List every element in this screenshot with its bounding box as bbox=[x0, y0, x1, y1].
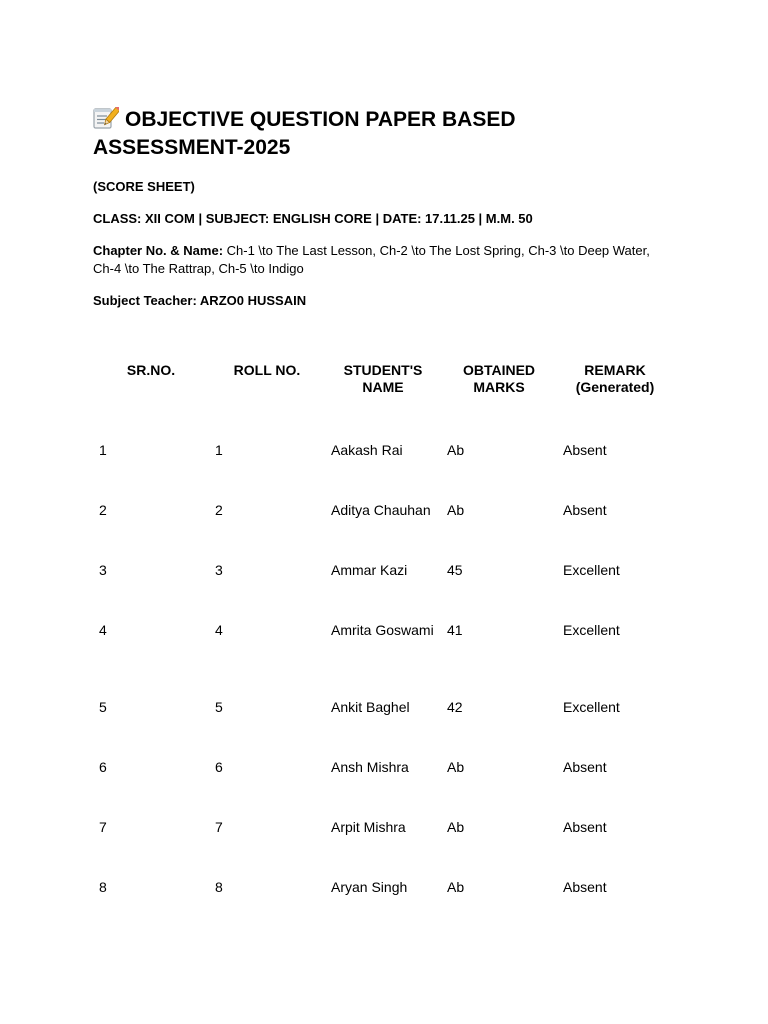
chapter-value: Ch-1 \to The Last Lesson, Ch-2 \to The Lost Spring, Ch-3 \to Deep Water, Ch-4 \to The Rattrap, Ch-5 \to Indigo bbox=[93, 243, 650, 276]
cell-obtained-marks: 45 bbox=[447, 562, 463, 578]
page-title-text: OBJECTIVE QUESTION PAPER BASED ASSESSMENT-2025 bbox=[93, 108, 516, 159]
table-row bbox=[93, 542, 673, 602]
header-sr-no: SR.NO. bbox=[126, 362, 176, 378]
cell-student-name: Aakash Rai bbox=[331, 442, 403, 458]
cell-student-name: Amrita Goswami bbox=[331, 622, 434, 638]
header-student-name: STUDENT'S NAME bbox=[343, 362, 423, 395]
cell-student-name: Ansh Mishra bbox=[331, 759, 409, 775]
cell-sr-no: 3 bbox=[99, 562, 107, 578]
cell-roll-no: 3 bbox=[215, 562, 223, 578]
cell-roll-no: 7 bbox=[215, 819, 223, 835]
cell-roll-no: 1 bbox=[215, 442, 223, 458]
cell-obtained-marks: 41 bbox=[447, 622, 463, 638]
table-row bbox=[93, 679, 673, 739]
cell-sr-no: 4 bbox=[99, 622, 107, 638]
cell-sr-no: 7 bbox=[99, 819, 107, 835]
chapter-list bbox=[93, 242, 673, 278]
cell-obtained-marks: Ab bbox=[447, 502, 465, 518]
cell-student-name: Aryan Singh bbox=[331, 879, 408, 895]
chapter-label: Chapter No. & Name: bbox=[93, 243, 224, 258]
cell-obtained-marks: 42 bbox=[447, 699, 463, 715]
cell-remark: Absent bbox=[563, 502, 607, 518]
subject-teacher: Subject Teacher: ARZO0 HUSSAIN bbox=[93, 293, 307, 308]
cell-student-name: Ammar Kazi bbox=[331, 562, 408, 578]
cell-remark: Absent bbox=[563, 759, 607, 775]
score-sheet-header bbox=[93, 106, 683, 310]
table-row bbox=[93, 739, 673, 799]
cell-student-name: Arpit Mishra bbox=[331, 819, 406, 835]
table-row bbox=[93, 422, 673, 482]
cell-remark: Excellent bbox=[563, 622, 620, 638]
header-obtained-marks: OBTAINED MARKS bbox=[462, 362, 536, 395]
cell-sr-no: 6 bbox=[99, 759, 107, 775]
page-title bbox=[93, 106, 613, 162]
cell-obtained-marks: Ab bbox=[447, 819, 465, 835]
score-table bbox=[93, 362, 673, 919]
cell-roll-no: 5 bbox=[215, 699, 223, 715]
header-roll-no: ROLL NO. bbox=[233, 362, 301, 378]
cell-obtained-marks: Ab bbox=[447, 879, 465, 895]
cell-obtained-marks: Ab bbox=[447, 442, 465, 458]
cell-obtained-marks: Ab bbox=[447, 759, 465, 775]
cell-remark: Absent bbox=[563, 879, 607, 895]
cell-sr-no: 8 bbox=[99, 879, 107, 895]
class-subject-date-line: CLASS: XII COM | SUBJECT: ENGLISH CORE | DATE: 17.11.25 | M.M. 50 bbox=[93, 211, 533, 226]
cell-roll-no: 8 bbox=[215, 879, 223, 895]
cell-roll-no: 6 bbox=[215, 759, 223, 775]
cell-remark: Excellent bbox=[563, 699, 620, 715]
memo-icon bbox=[93, 107, 119, 129]
table-row bbox=[93, 482, 673, 542]
cell-student-name: Aditya Chauhan bbox=[331, 502, 431, 518]
cell-sr-no: 2 bbox=[99, 502, 107, 518]
table-row bbox=[93, 799, 673, 859]
cell-sr-no: 1 bbox=[99, 442, 107, 458]
cell-roll-no: 4 bbox=[215, 622, 223, 638]
cell-remark: Absent bbox=[563, 442, 607, 458]
cell-remark: Absent bbox=[563, 819, 607, 835]
table-row bbox=[93, 859, 673, 919]
header-remark: REMARK (Generated) bbox=[575, 362, 655, 395]
score-sheet-subtitle: (SCORE SHEET) bbox=[93, 179, 195, 194]
cell-student-name: Ankit Baghel bbox=[331, 699, 410, 715]
cell-sr-no: 5 bbox=[99, 699, 107, 715]
table-header-row bbox=[93, 362, 673, 422]
cell-roll-no: 2 bbox=[215, 502, 223, 518]
cell-remark: Excellent bbox=[563, 562, 620, 578]
table-row bbox=[93, 602, 673, 679]
